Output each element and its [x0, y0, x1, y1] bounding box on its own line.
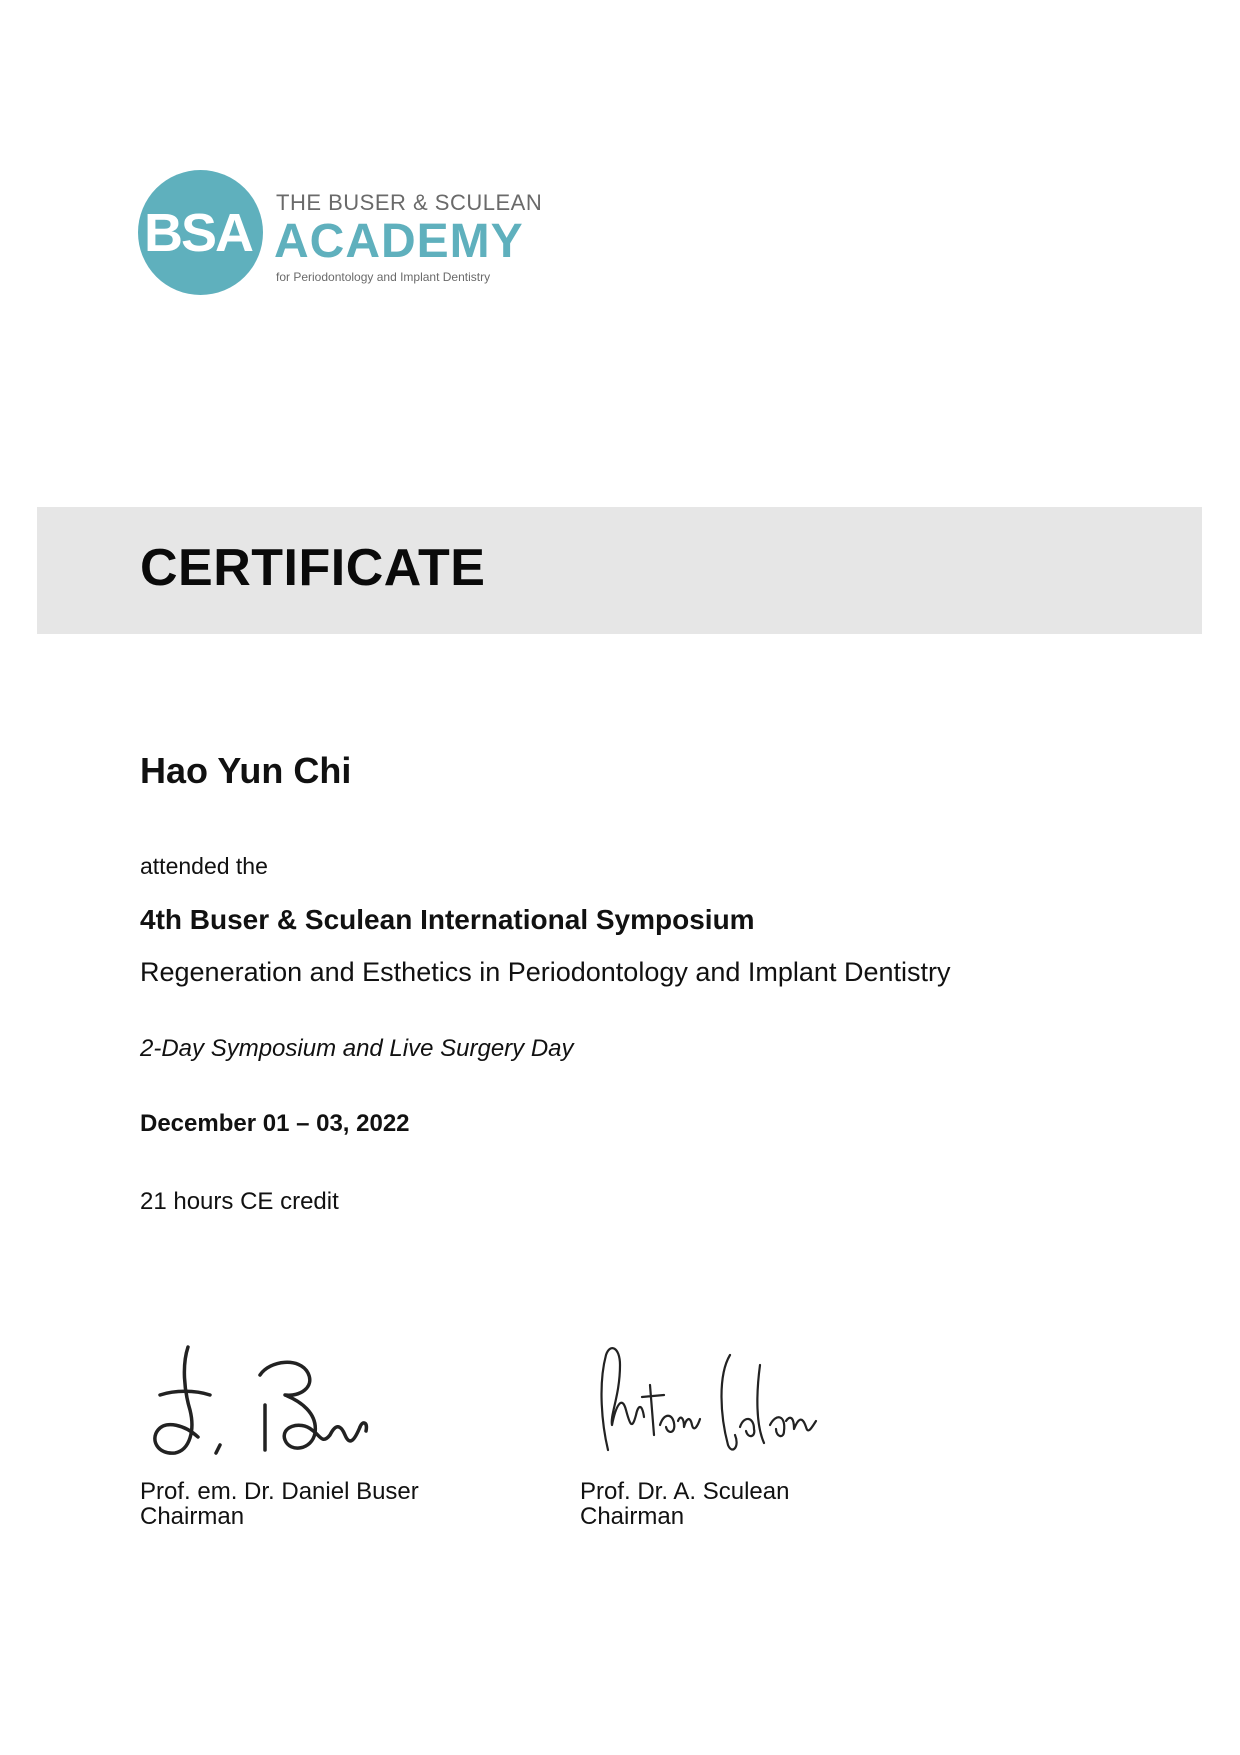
certificate-banner	[37, 507, 1202, 634]
event-format: 2-Day Symposium and Live Surgery Day	[140, 1035, 574, 1062]
signatory-role: Chairman	[580, 1503, 685, 1530]
signature-block-buser	[140, 1335, 560, 1529]
recipient-name: Hao Yun Chi	[140, 750, 352, 791]
ce-credit: 21 hours CE credit	[140, 1188, 339, 1215]
signature-block-sculean	[580, 1335, 1000, 1529]
academy-logo	[138, 170, 558, 300]
attended-text: attended the	[140, 853, 268, 879]
certificate-title: CERTIFICATE	[140, 539, 486, 597]
logo-line-3: for Periodontology and Implant Dentistry	[276, 270, 491, 284]
logo-letters: BSA	[144, 203, 253, 263]
event-subtitle: Regeneration and Esthetics in Periodontology and Implant Dentistry	[140, 957, 951, 987]
signature-sculean-image	[580, 1335, 880, 1465]
event-dates: December 01 – 03, 2022	[140, 1110, 410, 1137]
signature-buser-image	[140, 1335, 440, 1465]
logo-line-1: THE BUSER & SCULEAN	[276, 190, 543, 215]
signatory-name: Prof. em. Dr. Daniel Buser	[140, 1478, 419, 1505]
logo-line-2: ACADEMY	[274, 215, 524, 268]
signatory-role: Chairman	[140, 1503, 245, 1530]
event-title: 4th Buser & Sculean International Symposium	[140, 904, 755, 935]
signatory-name: Prof. Dr. A. Sculean	[580, 1478, 790, 1505]
